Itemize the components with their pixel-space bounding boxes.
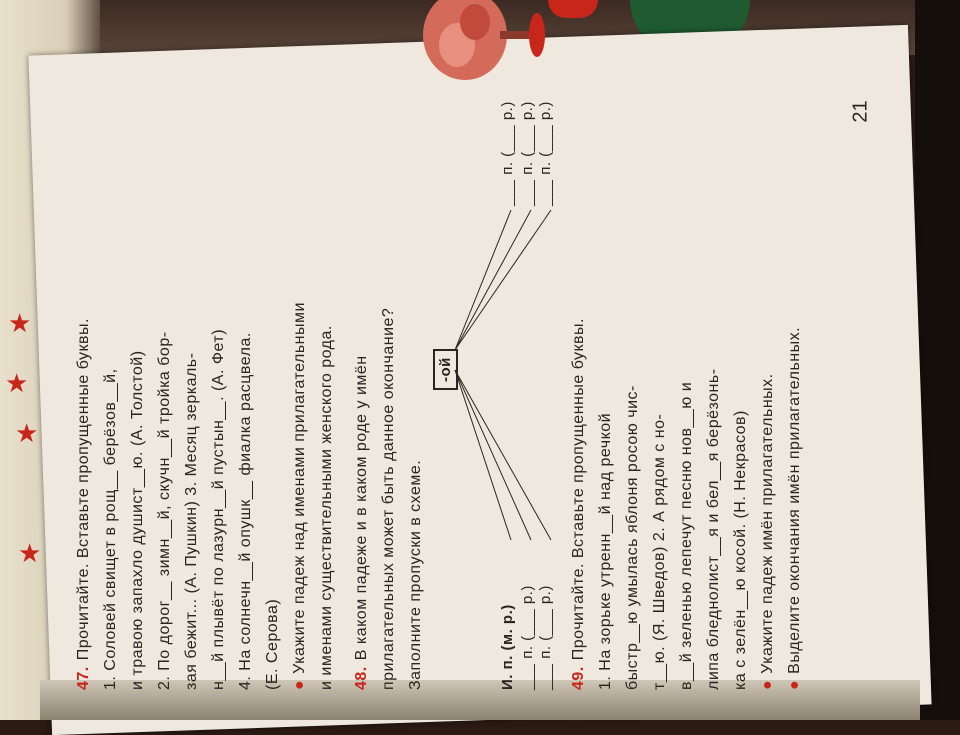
page-content [70,70,890,690]
page-number: 21 [849,100,872,123]
bullet-icon: ● [759,679,776,690]
ex47-line: 2. По дорог__ зимн__й, скучн__й тройка бор- [156,331,173,690]
ex47-number: 47. [75,666,92,690]
ending-box: -ой [433,349,458,390]
bullet-icon: ● [786,679,803,690]
ex49-line: т__ю. (Я. Шведов) 2. А рядом с но- [651,413,668,690]
ex48-number: 48. [353,666,370,690]
star-icon: ★ [15,418,39,448]
bullet-icon: ● [291,679,308,690]
ex49-line: в__й зеленью лепечут песню нов__ю и [678,381,695,690]
ex48-line: прилагательных может быть данное окончание? [380,307,397,690]
scheme-left-1: И. п. (м. р.) [499,604,516,690]
ex47-line: 4. На солнечн__й опушк__ фиалка расцвела. [237,332,254,690]
ex48-line: Заполните пропуски в схеме. [407,459,424,690]
case-scheme [433,70,553,690]
ex48-header [348,70,375,690]
ex49-task-text: Укажите падеж имён прилагательных. [759,373,776,674]
ex48-line: В каком падеже и в каком роде у имён [353,355,370,661]
scheme-left-3: ___ п. (___ р.) [537,585,554,690]
ex47-line: зая бежит... (А. Пушкин) 3. Месяц зеркаль- [183,352,200,690]
ex47-header [70,70,97,690]
ex49-task-1 [754,70,781,690]
ex47-line: (Е. Серова) [264,598,281,690]
ex49-number: 49. [570,666,587,690]
scheme-right-2: ___ п. (___ р.) [519,101,536,206]
ex47-line: 1. Соловей свищет в рощ__ берёзов__й, [102,368,119,690]
ex47-line: и травою запахло душист__ю. (А. Толстой) [129,350,146,690]
scheme-right-1: ___ п. (___ р.) [499,101,516,206]
scheme-right-3: ___ п. (___ р.) [537,101,554,206]
ex49-header [565,70,592,690]
ex49-line: быстр__ю умылась яблоня росою чис- [624,385,641,690]
ex49-title: Прочитайте. Вставьте пропущенные буквы. [570,318,587,661]
ex47-line: н__й плывёт по лазурн__й пустын__. (А. Фет) [210,328,227,690]
ex49-line: ка с зелён__ю косой. (Н. Некрасов) [732,410,749,690]
ex47-title: Прочитайте. Вставьте пропущенные буквы. [75,318,92,661]
ex49-line: липа бледнолист__я и бел__я берёзонь- [705,368,722,690]
star-icon: ★ [18,538,42,568]
star-icon: ★ [8,308,32,338]
tree-illustration [415,0,555,90]
ex49-task-2 [781,70,808,690]
scheme-left-2: ___ п. (___ р.) [519,585,536,690]
ex47-task-text: Укажите падеж над именами прилагательными [291,302,308,674]
star-icon: ★ [5,368,29,398]
ex47-task-cont: и именами существительными женского рода. [318,325,335,690]
ex47-task [286,70,313,690]
ex49-task-text: Выделите окончания имён прилагательных. [786,326,803,674]
ex49-line: 1. На зорьке утренн__й над речкой [597,412,614,690]
